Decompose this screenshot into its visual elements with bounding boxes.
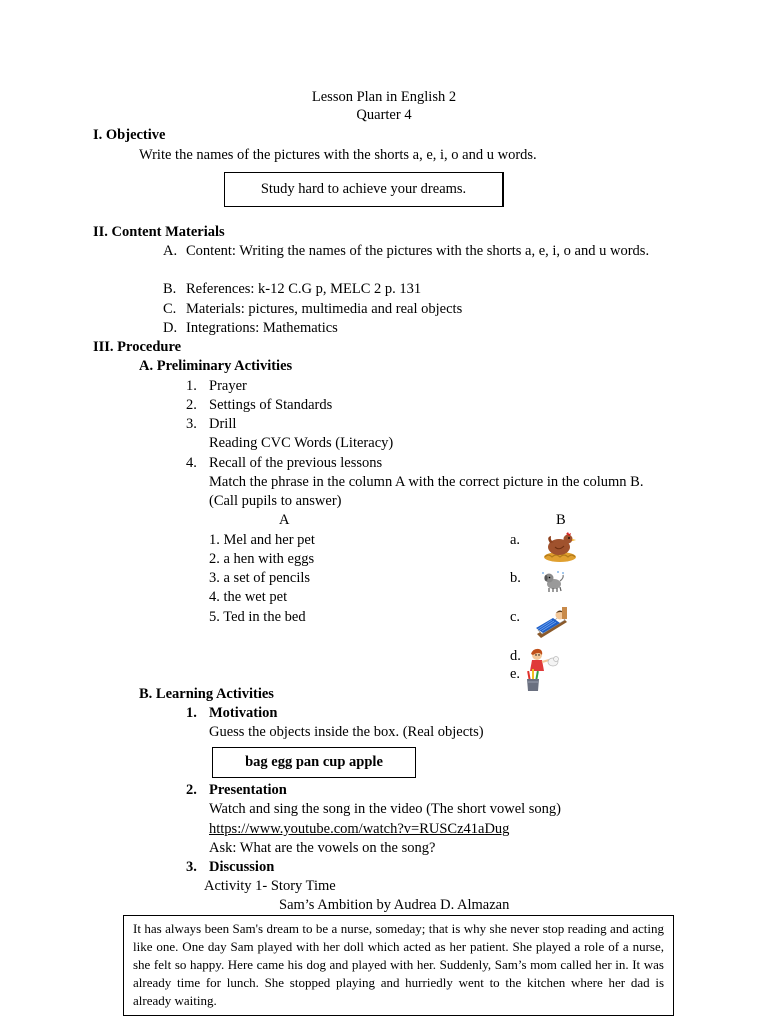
match-phrase: 5. Ted in the bed [209, 609, 306, 625]
match-phrase: 3. a set of pencils [209, 570, 311, 586]
wet-dog-icon [540, 569, 566, 593]
pencil-cup-icon [525, 668, 541, 692]
learning-heading: B. Learning Activities [139, 686, 274, 702]
presentation-question: Ask: What are the vowels on the song? [209, 840, 436, 856]
list-number: 1. [186, 378, 197, 394]
list-number: 2. [186, 397, 197, 413]
objective-text: Write the names of the pictures with the shorts a, e, i, o and u words. [139, 147, 537, 163]
activity-label: Activity 1- Story Time [204, 878, 336, 894]
content-item-marker: B. [163, 281, 177, 297]
match-letter: d. [510, 648, 521, 664]
recall-instruction: Match the phrase in the column A with the correct picture in the column B. [209, 474, 644, 490]
presentation-title: Presentation [209, 782, 287, 798]
presentation-text: Watch and sing the song in the video (The short vowel song) [209, 801, 562, 817]
recall-item: Recall of the previous lessons [209, 455, 383, 471]
list-number: 1. [186, 705, 197, 721]
content-item-content: Content: Writing the names of the pictures with the shorts a, e, i, o and u words. [186, 243, 650, 259]
recall-note: (Call pupils to answer) [209, 493, 342, 509]
content-materials-heading: II. Content Materials [93, 224, 225, 240]
document-title: Lesson Plan in English 2 [311, 89, 457, 105]
content-item-references: References: k-12 C.G p, MELC 2 p. 131 [186, 281, 422, 297]
prayer-item: Prayer [209, 378, 247, 394]
content-item-marker: C. [163, 301, 177, 317]
content-item-integrations: Integrations: Mathematics [186, 320, 338, 336]
match-phrase: 1. Mel and her pet [209, 532, 315, 548]
match-letter: e. [510, 666, 521, 682]
content-item-marker: A. [163, 243, 178, 259]
drill-item: Drill [209, 416, 237, 432]
motivation-text: Guess the objects inside the box. (Real objects) [209, 724, 484, 740]
motto-box [224, 172, 504, 207]
column-a-header: A [279, 512, 290, 528]
motto-text: Study hard to achieve your dreams. [260, 181, 467, 197]
procedure-heading: III. Procedure [93, 339, 182, 355]
column-b-header: B [556, 512, 566, 528]
quarter-label: Quarter 4 [356, 107, 412, 123]
list-number: 3. [186, 416, 197, 432]
motivation-box [212, 747, 416, 778]
discussion-title: Discussion [209, 859, 275, 875]
standards-item: Settings of Standards [209, 397, 333, 413]
motivation-title: Motivation [209, 705, 278, 721]
match-letter: a. [510, 532, 521, 548]
preliminary-heading: A. Preliminary Activities [139, 358, 293, 374]
boy-in-bed-icon [533, 604, 569, 638]
motivation-box-text: bag egg pan cup apple [245, 754, 383, 770]
content-item-materials: Materials: pictures, multimedia and real objects [186, 301, 463, 317]
list-number: 4. [186, 455, 197, 471]
match-phrase: 2. a hen with eggs [209, 551, 315, 567]
match-letter: b. [510, 570, 521, 586]
match-phrase: 4. the wet pet [209, 589, 288, 605]
list-number: 3. [186, 859, 197, 875]
list-number: 2. [186, 782, 197, 798]
video-link[interactable]: https://www.youtube.com/watch?v=RUSCz41aDug [209, 821, 510, 837]
content-item-marker: D. [163, 320, 178, 336]
story-title: Sam’s Ambition by Audrea D. Almazan [279, 897, 510, 913]
match-letter: c. [510, 609, 521, 625]
drill-detail: Reading CVC Words (Literacy) [209, 435, 394, 451]
story-box [123, 915, 674, 1016]
story-text: It has always been Sam's dream to be a nurse, someday; that is why she never stop reading and acting like one. One day Sam played with her doll which acted as her patient. She played a role of a nurse, she felt so happy. Here came his dog and played with her. Suddenly, Sam’s mom called her in. It was already time for lunch. She stopped playing and hurriedly went to the kitchen where her dad is already waiting. [133, 921, 664, 1008]
hen-on-nest-icon [542, 527, 578, 563]
objective-heading: I. Objective [93, 127, 166, 143]
